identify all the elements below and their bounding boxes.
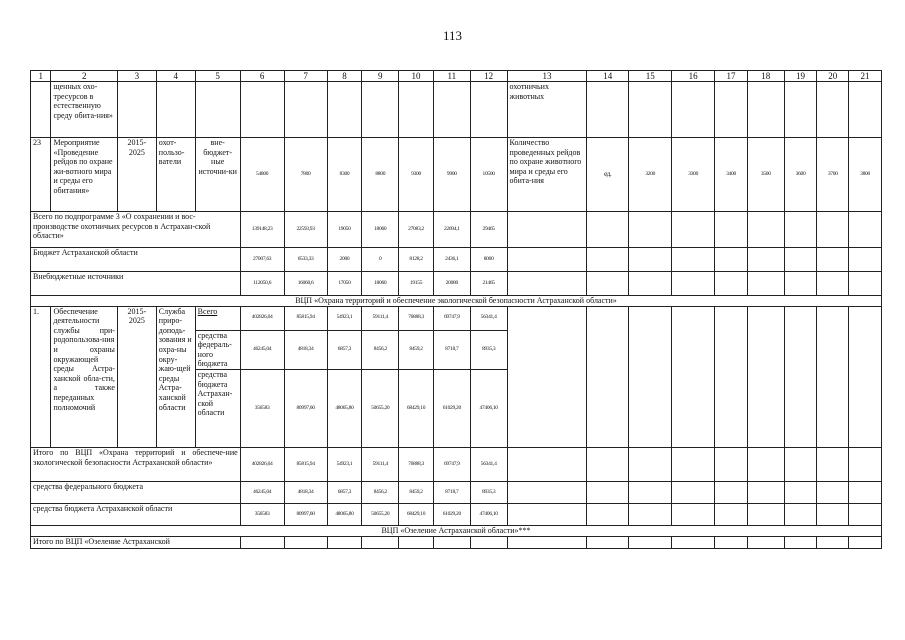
federal-row bbox=[31, 481, 882, 503]
target-cell: 3200 bbox=[629, 138, 672, 212]
value-cell: 69747,9 bbox=[433, 306, 470, 330]
regional-row bbox=[31, 503, 882, 525]
federal-label: средства федерального бюджета bbox=[31, 481, 241, 503]
value-cell: 68429,10 bbox=[399, 369, 434, 447]
continued-indicator: охотничьих животных bbox=[507, 82, 587, 138]
continuation-row bbox=[31, 82, 882, 138]
header-cell: 2 bbox=[51, 71, 117, 82]
value-cell: 6857,3 bbox=[327, 481, 362, 503]
value-cell: 19155 bbox=[399, 272, 434, 296]
value-cell: 8935,3 bbox=[470, 481, 507, 503]
value-cell: 8718,7 bbox=[433, 330, 470, 369]
table-row bbox=[31, 138, 882, 212]
section-title: ВЦП «Озеление Астраханской области»*** bbox=[31, 525, 882, 536]
value-cell: 76888,3 bbox=[399, 306, 434, 330]
program-table bbox=[30, 70, 882, 549]
value-cell: 18060 bbox=[362, 212, 399, 248]
value-cell: 48065,80 bbox=[327, 503, 362, 525]
value-cell: 4818,34 bbox=[284, 330, 327, 369]
executor: охот-пользо-ватели bbox=[156, 138, 195, 212]
total-row bbox=[31, 212, 882, 248]
header-cell: 21 bbox=[849, 71, 882, 82]
source-total-label: Всего bbox=[197, 306, 218, 316]
section-title: ВЦП «Охрана территорий и обеспечение экологической безопасности Астраханской области» bbox=[31, 296, 882, 307]
header-cell: 16 bbox=[672, 71, 715, 82]
header-cell: 4 bbox=[156, 71, 195, 82]
activity-name: Мероприятие «Проведение рейдов по охране жи-вотного мира и среды его обитания» bbox=[51, 138, 117, 212]
value-cell: 8000 bbox=[470, 248, 507, 272]
header-cell: 3 bbox=[117, 71, 156, 82]
value-cell: 68429,10 bbox=[399, 503, 434, 525]
section-row bbox=[31, 525, 882, 536]
value-cell: 8459,2 bbox=[399, 481, 434, 503]
value-cell: 29465 bbox=[470, 212, 507, 248]
header-cell: 19 bbox=[784, 71, 817, 82]
budget-label: Бюджет Астраханской области bbox=[31, 248, 241, 272]
value-cell: 8718,7 bbox=[433, 481, 470, 503]
extrabudget-label: Внебюджетные источники bbox=[31, 272, 241, 296]
value-cell: 54923,1 bbox=[327, 306, 362, 330]
value-cell: 59111,4 bbox=[362, 447, 399, 481]
value-cell: 356583 bbox=[240, 369, 284, 447]
target-cell: 3700 bbox=[817, 138, 849, 212]
value-cell: 27007,63 bbox=[240, 248, 284, 272]
value-cell: 112050,6 bbox=[240, 272, 284, 296]
value-cell: 8456,2 bbox=[362, 481, 399, 503]
header-cell: 9 bbox=[362, 71, 399, 82]
budget-row bbox=[31, 248, 882, 272]
row-number: 23 bbox=[31, 138, 51, 212]
value-cell: 46245,04 bbox=[240, 481, 284, 503]
value-cell: 10500 bbox=[470, 138, 507, 212]
value-cell: 18060 bbox=[362, 272, 399, 296]
header-cell: 13 bbox=[507, 71, 587, 82]
section-row bbox=[31, 296, 882, 307]
page-number: 113 bbox=[442, 28, 463, 43]
source-total bbox=[195, 306, 240, 330]
value-cell: 59111,4 bbox=[362, 306, 399, 330]
total-label: Итого по ВЦП «Озеление Астраханской bbox=[31, 536, 241, 548]
value-cell: 16060,6 bbox=[284, 272, 327, 296]
value-cell: 7800 bbox=[284, 138, 327, 212]
value-cell: 80997,60 bbox=[284, 369, 327, 447]
source-regional: средства бюджета Астрахан-ской области bbox=[195, 369, 240, 447]
value-cell: 46245,04 bbox=[240, 330, 284, 369]
unit: ед. bbox=[587, 138, 629, 212]
value-cell: 61029,20 bbox=[433, 503, 470, 525]
value-cell: 19050 bbox=[327, 212, 362, 248]
value-cell: 4818,34 bbox=[284, 481, 327, 503]
years: 2015-2025 bbox=[117, 306, 156, 447]
value-cell: 8935,3 bbox=[470, 330, 507, 369]
indicator: Количество проведенных рейдов по охране животного мира и среды его обита-ния bbox=[507, 138, 587, 212]
continued-name: щенных охо-тресурсов в естественную среду обита-ния» bbox=[51, 82, 117, 138]
value-cell: 50655,20 bbox=[362, 503, 399, 525]
total-row bbox=[31, 536, 882, 548]
target-cell: 3500 bbox=[747, 138, 784, 212]
header-cell: 14 bbox=[587, 71, 629, 82]
value-cell: 9900 bbox=[433, 138, 470, 212]
value-cell: 54923,1 bbox=[327, 447, 362, 481]
funding-source: вне-бюджет-ные источни-ки bbox=[195, 138, 240, 212]
row-number: 1. bbox=[31, 306, 51, 447]
value-cell: 69747,9 bbox=[433, 447, 470, 481]
value-cell: 76888,3 bbox=[399, 447, 434, 481]
value-cell: 6857,3 bbox=[327, 330, 362, 369]
value-cell: 22694,1 bbox=[433, 212, 470, 248]
target-cell: 3300 bbox=[672, 138, 715, 212]
value-cell: 8128,2 bbox=[399, 248, 434, 272]
value-cell: 6533,33 bbox=[284, 248, 327, 272]
value-cell: 56341,4 bbox=[470, 306, 507, 330]
value-cell: 8300 bbox=[327, 138, 362, 212]
value-cell: 8800 bbox=[362, 138, 399, 212]
value-cell: 61029,20 bbox=[433, 369, 470, 447]
value-cell: 54800 bbox=[240, 138, 284, 212]
value-cell: 85815,94 bbox=[284, 447, 327, 481]
header-cell: 1 bbox=[31, 71, 51, 82]
extrabudget-row bbox=[31, 272, 882, 296]
value-cell: 0 bbox=[362, 248, 399, 272]
target-cell: 3600 bbox=[784, 138, 817, 212]
value-cell: 48065,80 bbox=[327, 369, 362, 447]
value-cell: 356583 bbox=[240, 503, 284, 525]
value-cell: 402826,04 bbox=[240, 447, 284, 481]
years: 2015-2025 bbox=[117, 138, 156, 212]
value-cell: 8459,2 bbox=[399, 330, 434, 369]
value-cell: 17050 bbox=[327, 272, 362, 296]
value-cell: 2436,1 bbox=[433, 248, 470, 272]
value-cell: 139148,23 bbox=[240, 212, 284, 248]
value-cell: 47406,10 bbox=[470, 503, 507, 525]
total-label: Итого по ВЦП «Охрана территорий и обеспече-ние экологической безопасности Астраханской области» bbox=[31, 447, 241, 481]
source-federal: средства федераль-ного бюджета bbox=[195, 330, 240, 369]
value-cell: 47406,10 bbox=[470, 369, 507, 447]
header-cell: 8 bbox=[327, 71, 362, 82]
value-cell: 80997,60 bbox=[284, 503, 327, 525]
value-cell: 8456,2 bbox=[362, 330, 399, 369]
total-label: Всего по подпрограмме 3 «О сохранении и вос-производстве охотничьих ресурсов в Астрахан-ской области» bbox=[31, 212, 241, 248]
value-cell: 27083,2 bbox=[399, 212, 434, 248]
activity-name: Обеспечение деятельности службы при-родопользова-ния и охраны окружающей среды Астра-ханской обла-сти, а также переданных полномочий bbox=[51, 306, 117, 447]
header-cell: 15 bbox=[629, 71, 672, 82]
value-cell: 402826,04 bbox=[240, 306, 284, 330]
regional-label: средства бюджета Астраханской области bbox=[31, 503, 241, 525]
target-cell: 3800 bbox=[849, 138, 882, 212]
header-cell: 20 bbox=[817, 71, 849, 82]
executor: Служба приро-доподь-зования и охра-ны окру-жаю-щей среды Астра-ханской области bbox=[156, 306, 195, 447]
header-cell: 7 bbox=[284, 71, 327, 82]
value-cell: 20080 bbox=[433, 272, 470, 296]
target-cell: 3400 bbox=[715, 138, 748, 212]
header-cell: 12 bbox=[470, 71, 507, 82]
total-row bbox=[31, 447, 882, 481]
header-cell: 6 bbox=[240, 71, 284, 82]
table-row bbox=[31, 306, 882, 330]
header-cell: 18 bbox=[747, 71, 784, 82]
header-cell: 10 bbox=[399, 71, 434, 82]
header-row bbox=[31, 71, 882, 82]
value-cell: 21465 bbox=[470, 272, 507, 296]
value-cell: 22593,93 bbox=[284, 212, 327, 248]
header-cell: 11 bbox=[433, 71, 470, 82]
value-cell: 9300 bbox=[399, 138, 434, 212]
value-cell: 50655,20 bbox=[362, 369, 399, 447]
value-cell: 2000 bbox=[327, 248, 362, 272]
value-cell: 56341,4 bbox=[470, 447, 507, 481]
value-cell: 85815,94 bbox=[284, 306, 327, 330]
header-cell: 17 bbox=[715, 71, 748, 82]
header-cell: 5 bbox=[195, 71, 240, 82]
